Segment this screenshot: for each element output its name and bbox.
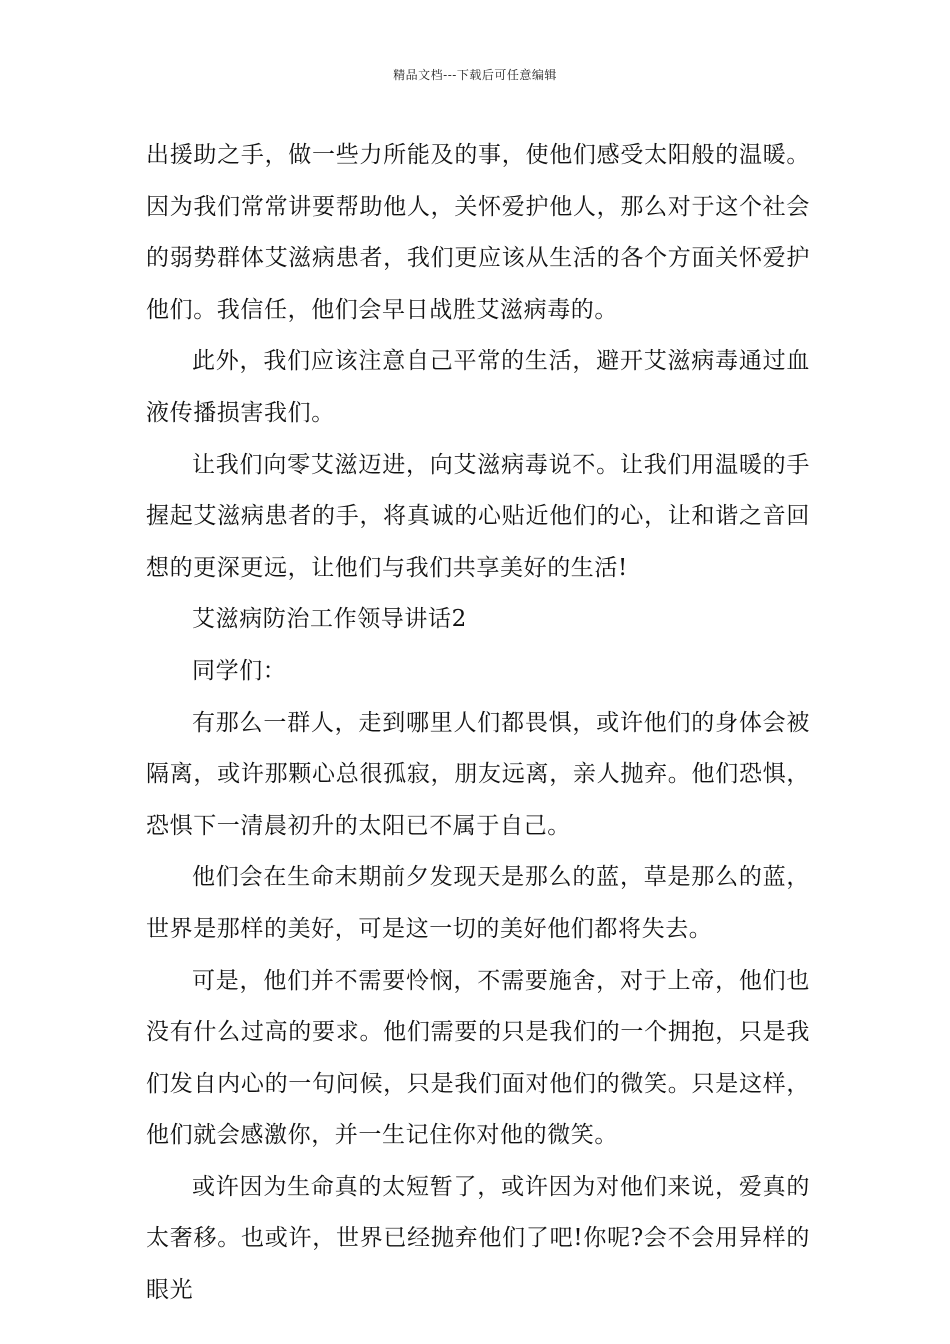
document-body	[146, 130, 810, 1317]
paragraph: 或许因为生命真的太短暂了，或许因为对他们来说，爱真的太奢移。也或许，世界已经抛弃他们了吧!你呢?会不会用异样的眼光	[146, 1173, 810, 1304]
page-header: 精品文档---下载后可任意编辑	[393, 68, 557, 82]
paragraph: 让我们向零艾滋迈进，向艾滋病毒说不。让我们用温暖的手握起艾滋病患者的手，将真诚的心贴近他们的心，让和谐之音回想的更深更远，让他们与我们共享美好的生活!	[146, 451, 810, 581]
paragraph: 可是，他们并不需要怜悯，不需要施舍，对于上帝，他们也没有什么过高的要求。他们需要的只是我们的一个拥抱，只是我们发自内心的一句问候，只是我们面对他们的微笑。只是这样，他们就会感激你，并一生记住你对他的微笑。	[146, 967, 810, 1149]
salutation: 同学们：	[192, 657, 287, 684]
section-title: 艾滋病防治工作领导讲话2	[192, 606, 467, 633]
paragraph: 此外，我们应该注意自己平常的生活，避开艾滋病毒通过血液传播损害我们。	[146, 348, 810, 426]
paragraph: 有那么一群人，走到哪里人们都畏惧，或许他们的身体会被隔离，或许那颗心总很孤寂，朋友远离，亲人抛弃。他们恐惧，恐惧下一清晨初升的太阳已不属于自己。	[146, 709, 810, 839]
paragraph: 他们会在生命末期前夕发现天是那么的蓝，草是那么的蓝，世界是那样的美好，可是这一切的美好他们都将失去。	[146, 864, 810, 942]
paragraph: 出援助之手，做一些力所能及的事，使他们感受太阳般的温暖。因为我们常常讲要帮助他人，关怀爱护他人，那么对于这个社会的弱势群体艾滋病患者，我们更应该从生活的各个方面关怀爱护他们。我信任，他们会早日战胜艾滋病毒的。	[146, 142, 810, 323]
